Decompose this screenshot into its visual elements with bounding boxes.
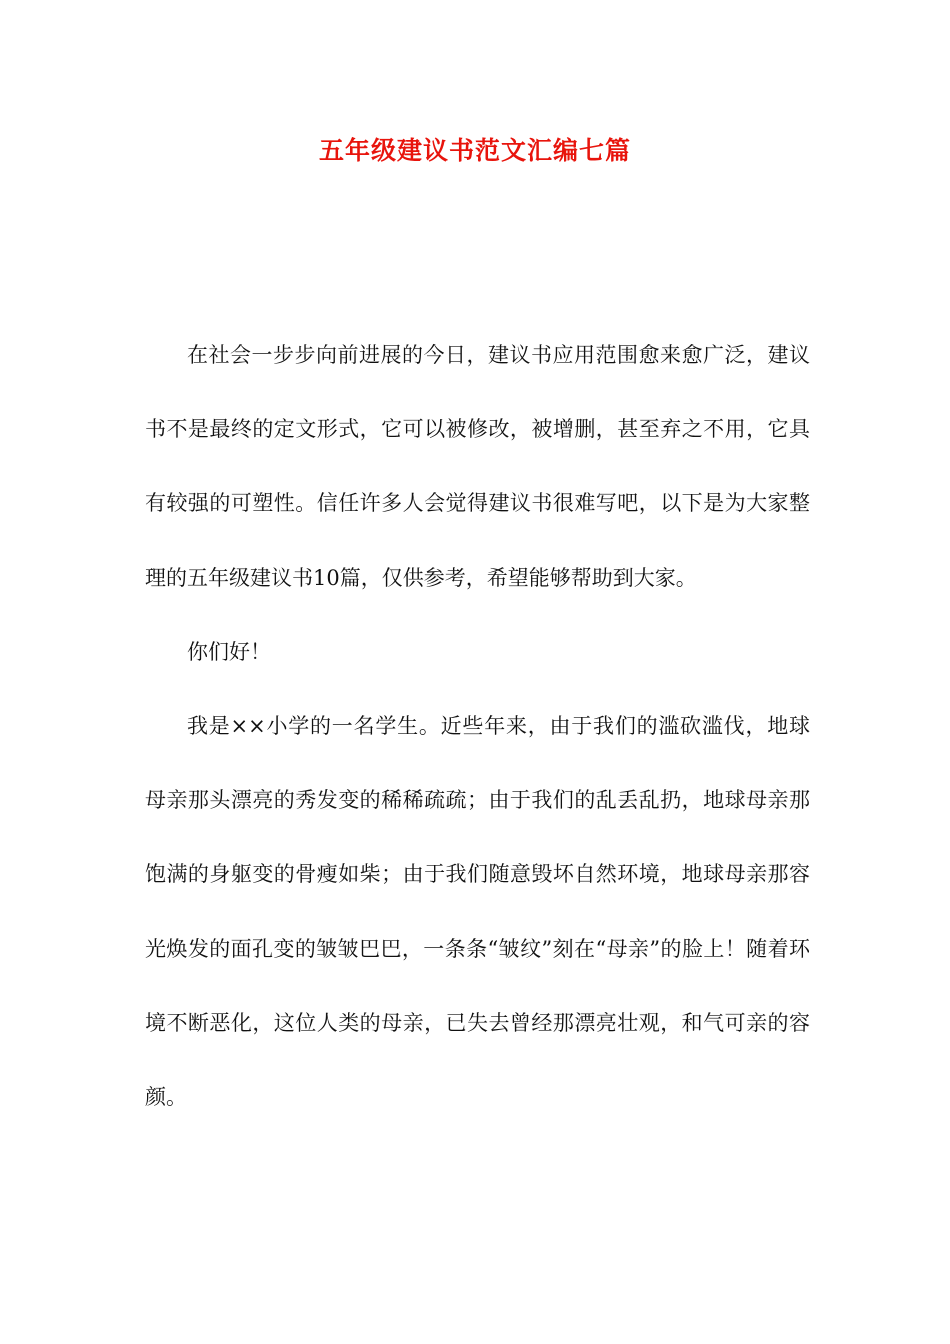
document-body <box>145 318 810 1134</box>
paragraph-main: 我是××小学的一名学生。近些年来，由于我们的滥砍滥伐，地球母亲那头漂亮的秀发变的稀稀疏疏；由于我们的乱丢乱扔，地球母亲那饱满的身躯变的骨瘦如柴；由于我们随意毁坏自然环境，地球母亲那容光焕发的面孔变的皱皱巴巴，一条条“皱纹”刻在“母亲”的脸上！随着环境不断恶化，这位人类的母亲，已失去曾经那漂亮壮观，和气可亲的容颜。 <box>145 714 810 1110</box>
document-title: 五年级建议书范文汇编七篇 <box>318 136 631 165</box>
paragraph-intro: 在社会一步步向前进展的今日，建议书应用范围愈来愈广泛，建议书不是最终的定文形式，它可以被修改，被增删，甚至弃之不用，它具有较强的可塑性。信任许多人会觉得建议书很难写吧，以下是为大家整理的五年级建议书10篇，仅供参考，希望能够帮助到大家。 <box>145 343 810 590</box>
paragraph-greeting: 你们好！ <box>187 639 271 664</box>
